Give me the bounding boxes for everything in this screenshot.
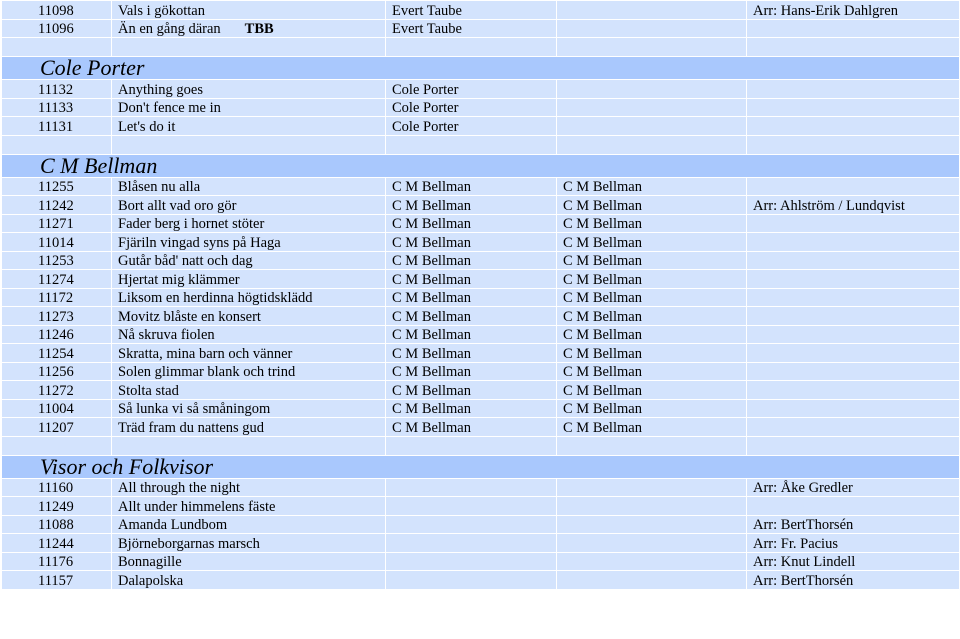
song-title: Björneborgarnas marsch (118, 535, 260, 552)
song-title: Fjäriln vingad syns på Haga (118, 234, 281, 251)
empty-cell (112, 135, 386, 154)
song-table-body (2, 1, 960, 590)
composer-cell (386, 534, 557, 553)
song-title: Vals i gökottan (118, 2, 205, 19)
lyricist-cell (557, 478, 747, 497)
arranger-note-cell: Arr: BertThorsén (747, 515, 960, 534)
song-number-cell: 11272 (2, 381, 112, 400)
song-title: Fader berg i hornet stöter (118, 216, 265, 232)
song-title-cell (112, 399, 386, 418)
song-number-cell: 11014 (2, 233, 112, 252)
song-row (2, 117, 960, 136)
arranger-note-cell (747, 344, 960, 363)
song-title-cell (112, 288, 386, 307)
song-row (2, 251, 960, 270)
arranger-note-cell (747, 80, 960, 99)
lyricist-cell (557, 534, 747, 553)
song-number-cell: 11255 (2, 177, 112, 196)
song-number-cell: 11246 (2, 325, 112, 344)
song-row (2, 177, 960, 196)
composer-cell (386, 478, 557, 497)
lyricist-cell: C M Bellman (557, 418, 747, 437)
song-title: Dalapolska (118, 572, 184, 589)
composer-cell: Cole Porter (386, 80, 557, 99)
song-row (2, 362, 960, 381)
composer-cell (386, 552, 557, 571)
voicing-tag: TBB (244, 21, 274, 37)
arranger-note-cell: Arr: Fr. Pacius (747, 534, 960, 553)
empty-cell (747, 135, 960, 154)
composer-cell: Cole Porter (386, 98, 557, 117)
song-title-cell (112, 177, 386, 196)
song-row (2, 196, 960, 215)
song-title: Bort allt vad oro gör (118, 197, 237, 214)
composer-cell: Evert Taube (386, 19, 557, 38)
arranger-note-cell (747, 497, 960, 516)
composer-cell: C M Bellman (386, 399, 557, 418)
song-number-cell: 11249 (2, 497, 112, 516)
composer-cell: C M Bellman (386, 325, 557, 344)
arranger-note-cell (747, 418, 960, 437)
song-title: Stolta stad (118, 382, 179, 399)
song-row (2, 381, 960, 400)
arranger-note-cell (747, 307, 960, 326)
song-row (2, 307, 960, 326)
lyricist-cell: C M Bellman (557, 288, 747, 307)
section-title: Visor och Folkvisor (2, 455, 960, 478)
empty-cell (557, 38, 747, 57)
arranger-note-cell (747, 381, 960, 400)
lyricist-cell: C M Bellman (557, 177, 747, 196)
empty-cell (386, 436, 557, 455)
song-row (2, 418, 960, 437)
song-number-cell: 11088 (2, 515, 112, 534)
song-title-cell (112, 270, 386, 289)
song-title: Don't fence me in (118, 100, 221, 116)
song-row (2, 270, 960, 289)
song-number-cell: 11172 (2, 288, 112, 307)
composer-cell: C M Bellman (386, 418, 557, 437)
section-title: C M Bellman (2, 154, 960, 177)
empty-cell (112, 38, 386, 57)
empty-cell (112, 436, 386, 455)
song-row (2, 497, 960, 516)
spacer-row (2, 436, 960, 455)
song-row (2, 288, 960, 307)
song-title-cell (112, 233, 386, 252)
song-title: Nå skruva fiolen (118, 327, 215, 343)
song-row (2, 98, 960, 117)
song-row (2, 344, 960, 363)
song-number-cell: 11131 (2, 117, 112, 136)
song-title-cell (112, 307, 386, 326)
lyricist-cell (557, 98, 747, 117)
lyricist-cell: C M Bellman (557, 233, 747, 252)
song-title-cell (112, 196, 386, 215)
lyricist-cell (557, 1, 747, 20)
composer-cell: Cole Porter (386, 117, 557, 136)
arranger-note-cell (747, 233, 960, 252)
song-title: Amanda Lundbom (118, 517, 228, 533)
arranger-note-cell (747, 177, 960, 196)
lyricist-cell: C M Bellman (557, 251, 747, 270)
composer-cell: C M Bellman (386, 177, 557, 196)
empty-cell (747, 436, 960, 455)
song-title: Allt under himmelens fäste (118, 498, 276, 515)
composer-cell: C M Bellman (386, 270, 557, 289)
song-row (2, 214, 960, 233)
lyricist-cell (557, 571, 747, 590)
arranger-note-cell: Arr: Hans-Erik Dahlgren (747, 1, 960, 20)
song-title: Anything goes (118, 81, 203, 98)
song-number-cell: 11157 (2, 571, 112, 590)
song-row (2, 571, 960, 590)
arranger-note-cell (747, 117, 960, 136)
empty-cell (2, 38, 112, 57)
arranger-note-cell: Arr: Knut Lindell (747, 552, 960, 571)
song-number-cell: 11098 (2, 1, 112, 20)
arranger-note-cell (747, 214, 960, 233)
song-number-cell: 11133 (2, 98, 112, 117)
composer-cell: C M Bellman (386, 307, 557, 326)
song-number-cell: 11256 (2, 362, 112, 381)
song-number-cell: 11244 (2, 534, 112, 553)
song-title-cell (112, 117, 386, 136)
arranger-note-cell (747, 362, 960, 381)
song-title-cell (112, 571, 386, 590)
lyricist-cell (557, 117, 747, 136)
song-title-cell (112, 98, 386, 117)
song-number-cell: 11176 (2, 552, 112, 571)
composer-cell: C M Bellman (386, 381, 557, 400)
song-title-cell (112, 381, 386, 400)
song-title-cell (112, 534, 386, 553)
song-title-cell (112, 552, 386, 571)
arranger-note-cell (747, 19, 960, 38)
lyricist-cell (557, 552, 747, 571)
empty-cell (2, 135, 112, 154)
composer-cell: C M Bellman (386, 214, 557, 233)
song-row (2, 233, 960, 252)
lyricist-cell: C M Bellman (557, 381, 747, 400)
song-title: Liksom en herdinna högtidsklädd (118, 290, 313, 306)
song-row (2, 325, 960, 344)
song-title: Solen glimmar blank och trind (118, 364, 296, 380)
lyricist-cell (557, 515, 747, 534)
lyricist-cell (557, 80, 747, 99)
section-header-row (2, 57, 960, 80)
lyricist-cell: C M Bellman (557, 307, 747, 326)
composer-cell: C M Bellman (386, 344, 557, 363)
arranger-note-cell (747, 288, 960, 307)
song-number-cell: 11274 (2, 270, 112, 289)
song-title-cell (112, 515, 386, 534)
composer-cell: C M Bellman (386, 288, 557, 307)
song-row (2, 19, 960, 38)
song-title-cell (112, 418, 386, 437)
song-number-cell: 11004 (2, 399, 112, 418)
song-title-cell (112, 19, 386, 38)
arranger-note-cell: Arr: Ahlström / Lundqvist (747, 196, 960, 215)
song-row (2, 552, 960, 571)
arranger-note-cell (747, 251, 960, 270)
arranger-note-cell (747, 325, 960, 344)
song-title: Skratta, mina barn och vänner (118, 345, 293, 362)
song-title: All through the night (118, 480, 241, 496)
song-title: Blåsen nu alla (118, 179, 201, 195)
song-number-cell: 11273 (2, 307, 112, 326)
song-title-cell (112, 325, 386, 344)
song-title-cell (112, 478, 386, 497)
composer-cell (386, 515, 557, 534)
song-row (2, 80, 960, 99)
composer-cell: C M Bellman (386, 196, 557, 215)
song-number-cell: 11254 (2, 344, 112, 363)
song-number-cell: 11242 (2, 196, 112, 215)
song-table (1, 0, 960, 590)
song-title-cell (112, 1, 386, 20)
arranger-note-cell (747, 270, 960, 289)
composer-cell: Evert Taube (386, 1, 557, 20)
song-number-cell: 11253 (2, 251, 112, 270)
composer-cell (386, 497, 557, 516)
section-header-row (2, 455, 960, 478)
song-title: Hjertat mig klämmer (118, 271, 240, 288)
song-number-cell: 11271 (2, 214, 112, 233)
empty-cell (2, 436, 112, 455)
composer-cell: C M Bellman (386, 251, 557, 270)
composer-cell (386, 571, 557, 590)
arranger-note-cell (747, 399, 960, 418)
song-title-cell (112, 80, 386, 99)
song-number-cell: 11207 (2, 418, 112, 437)
song-title: Let's do it (118, 118, 176, 135)
section-title: Cole Porter (2, 57, 960, 80)
song-number-cell: 11160 (2, 478, 112, 497)
song-row (2, 534, 960, 553)
song-title: Så lunka vi så småningom (118, 401, 271, 417)
arranger-note-cell (747, 98, 960, 117)
lyricist-cell (557, 19, 747, 38)
lyricist-cell: C M Bellman (557, 270, 747, 289)
lyricist-cell: C M Bellman (557, 344, 747, 363)
song-title-cell (112, 497, 386, 516)
song-title: Träd fram du nattens gud (118, 419, 265, 436)
spacer-row (2, 38, 960, 57)
lyricist-cell (557, 497, 747, 516)
song-title: Movitz blåste en konsert (118, 308, 261, 325)
song-title-cell (112, 362, 386, 381)
section-header-row (2, 154, 960, 177)
lyricist-cell: C M Bellman (557, 399, 747, 418)
song-title-cell (112, 214, 386, 233)
song-title: Gutår båd' natt och dag (118, 253, 253, 269)
song-title: Än en gång däran (118, 21, 221, 37)
arranger-note-cell: Arr: Åke Gredler (747, 478, 960, 497)
song-number-cell: 11132 (2, 80, 112, 99)
lyricist-cell: C M Bellman (557, 214, 747, 233)
lyricist-cell: C M Bellman (557, 196, 747, 215)
lyricist-cell: C M Bellman (557, 325, 747, 344)
lyricist-cell: C M Bellman (557, 362, 747, 381)
empty-cell (386, 38, 557, 57)
song-title: Bonnagille (118, 554, 182, 570)
song-title-cell (112, 344, 386, 363)
song-row (2, 1, 960, 20)
song-row (2, 478, 960, 497)
spacer-row (2, 135, 960, 154)
empty-cell (386, 135, 557, 154)
song-title-cell (112, 251, 386, 270)
arranger-note-cell: Arr: BertThorsén (747, 571, 960, 590)
song-number-cell: 11096 (2, 19, 112, 38)
song-row (2, 515, 960, 534)
composer-cell: C M Bellman (386, 362, 557, 381)
empty-cell (557, 135, 747, 154)
song-row (2, 399, 960, 418)
composer-cell: C M Bellman (386, 233, 557, 252)
empty-cell (557, 436, 747, 455)
empty-cell (747, 38, 960, 57)
